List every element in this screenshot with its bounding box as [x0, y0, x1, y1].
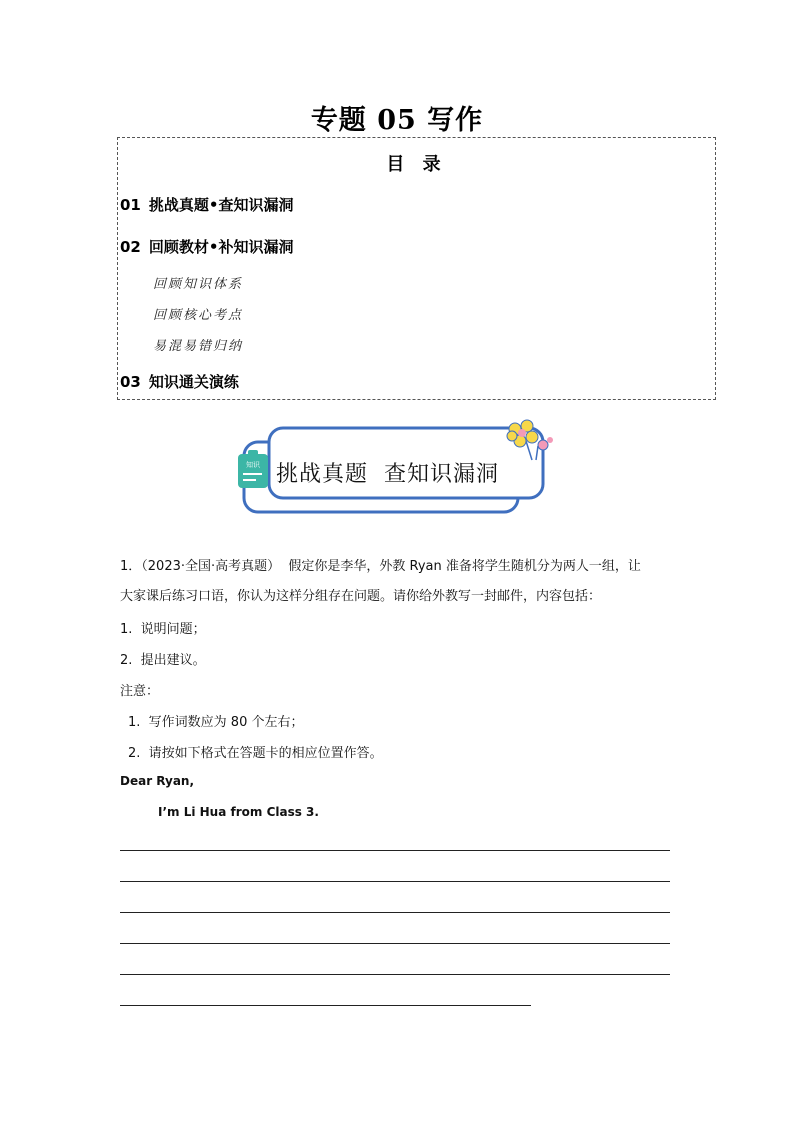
toc-section-number: 02: [120, 238, 141, 256]
toc-section-03[interactable]: [120, 371, 239, 392]
answer-line[interactable]: [120, 974, 670, 975]
toc-subitem-common-errors[interactable]: 易混易错归纳: [153, 339, 244, 354]
question-point-1: 1. 说明问题；: [120, 622, 206, 637]
note-label: 注意：: [120, 684, 160, 699]
question-intro: 1．（2023·全国·高考真题） 假定你是李华，外教 Ryan 准备将学生随机分为两人一组，让: [120, 559, 641, 574]
toc-section-label: 回顾教材•补知识漏洞: [148, 238, 294, 256]
question-intro-continued: 大家课后练习口语，你认为这样分组存在问题。请你给外教写一封邮件，内容包括：: [120, 589, 602, 604]
answer-line[interactable]: [120, 912, 670, 913]
note-item-2: 2. 请按如下格式在答题卡的相应位置作答。: [128, 746, 383, 761]
table-of-contents: [117, 137, 716, 400]
toc-section-number: 01: [120, 196, 141, 214]
page-title: 专题 05 写作: [310, 105, 484, 136]
letter-greeting: Dear Ryan,: [120, 774, 195, 788]
answer-line[interactable]: [120, 881, 670, 882]
banner-title: 挑战真题 查知识漏洞: [276, 462, 499, 487]
answer-line[interactable]: [120, 850, 670, 851]
toc-subitem-core-points[interactable]: 回顾核心考点: [153, 308, 244, 323]
question-point-2: 2. 提出建议。: [120, 653, 206, 668]
toc-section-02[interactable]: [120, 236, 293, 257]
toc-section-label: 挑战真题•查知识漏洞: [148, 196, 294, 214]
answer-line[interactable]: [120, 943, 670, 944]
badge-label: 知识: [246, 461, 260, 469]
letter-opening: I’m Li Hua from Class 3.: [158, 805, 319, 819]
badge-icon: [238, 450, 268, 488]
toc-section-number: 03: [120, 373, 141, 391]
toc-subitem-knowledge-system[interactable]: 回顾知识体系: [153, 277, 244, 292]
note-item-1: 1. 写作词数应为 80 个左右；: [128, 715, 304, 730]
toc-section-01[interactable]: [120, 194, 293, 215]
toc-section-label: 知识通关演练: [148, 373, 239, 391]
answer-line-last[interactable]: [120, 1005, 531, 1006]
toc-heading: 目 录: [386, 154, 447, 175]
